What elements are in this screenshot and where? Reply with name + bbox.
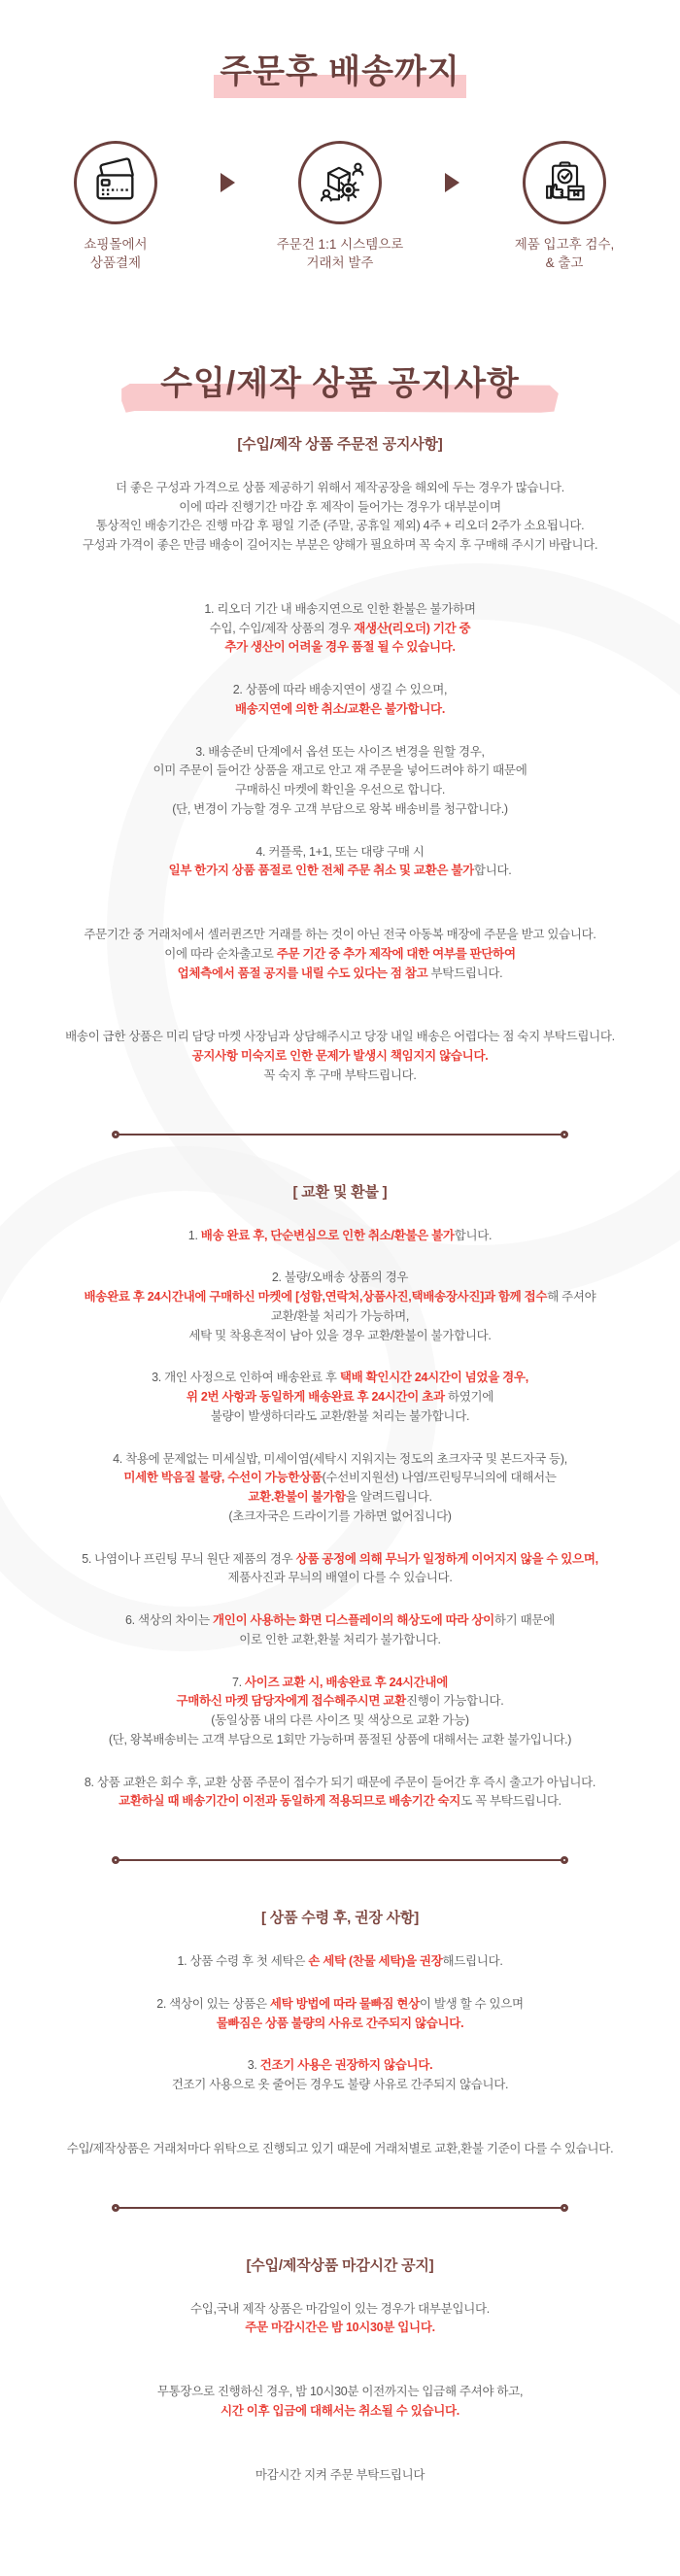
notice-line — [19, 2319, 661, 2338]
notice-text-segment: 꼭 숙지 후 구매 부탁드립니다. — [263, 1068, 417, 1082]
notice-text-segment: 불량이 발생하더라도 교환/환불 처리는 불가합니다. — [210, 1408, 470, 1423]
notice-line — [19, 681, 661, 700]
process-title: 주문후 배송까지 — [220, 53, 460, 90]
notice-text-segment: 건조기 사용으로 옷 줄어든 경우도 불량 사유로 간주되지 않습니다. — [171, 2078, 509, 2092]
notice-line — [19, 2076, 661, 2095]
step-order-system — [253, 141, 427, 273]
divider-ring-right — [561, 2204, 568, 2212]
notice-text-segment: (초크자국은 드라이기를 가하면 없어집니다) — [228, 1508, 452, 1523]
notice-sections — [0, 433, 680, 2486]
notice-line — [19, 781, 661, 800]
notice-title: 수입/제작 상품 공지사항 — [160, 364, 520, 402]
notice-text-segment: 배송지연에 의한 취소/교환은 불가합니다. — [234, 701, 446, 716]
notice-line — [19, 945, 661, 965]
notice-text-segment: 배송 완료 후, 단순변심으로 인한 취소/환불은 불가 — [200, 1228, 455, 1242]
notice-block — [19, 1674, 661, 1750]
notice-text-segment: 수입, 수입/제작 상품의 경우 — [209, 621, 355, 635]
notice-line — [19, 620, 661, 639]
notice-text-segment: 부탁드립니다. — [427, 966, 503, 980]
notice-text-segment: 추가 생산이 어려울 경우 품절 될 수 있습니다. — [224, 640, 456, 655]
notice-line — [19, 1508, 661, 1527]
notice-text-segment: 세탁 및 착용흔적이 남아 있을 경우 교환/환불이 불가합니다. — [188, 1328, 492, 1342]
notice-text-segment: 배송완료 후 24시간내에 구매하신 마켓에 [성함,연락처,상품사진,택배송장사진]과 함께 접수 — [84, 1290, 548, 1305]
notice-line — [19, 2140, 661, 2159]
notice-text-segment: 주문 기간 중 추가 제작에 대한 여부를 판단하여 — [276, 946, 516, 961]
step-label — [477, 236, 652, 273]
notice-text-segment: 마감시간 지켜 주문 부탁드립니다 — [255, 2467, 425, 2482]
notice-line — [19, 1550, 661, 1570]
notice-text-segment: 이미 주문이 들어간 상품을 재고로 안고 재 주문을 넣어드려야 하기 때문에 — [153, 763, 527, 778]
notice-text-segment: 을 알려드립니다. — [345, 1490, 432, 1505]
notice-line — [19, 743, 661, 763]
notice-text-segment: 하기 때문에 — [493, 1613, 555, 1628]
notice-text-segment: 교환/환불 처리가 가능하며, — [270, 1308, 410, 1323]
notice-text-segment: 구성과 가격이 좋은 만큼 배송이 길어지는 부분은 양해가 필요하며 꼭 숙지 후 구매해 주시기 바랍니다. — [82, 538, 598, 553]
notice-text-segment: 1. 상품 수령 후 첫 세탁은 — [177, 1954, 309, 1969]
notice-line — [19, 926, 661, 945]
step-label-line1: 제품 입고후 검수, — [514, 237, 615, 252]
notice-block — [19, 2383, 661, 2422]
notice-block — [19, 1952, 661, 1972]
notice-text-segment: 3. — [247, 2058, 260, 2073]
notice-line — [19, 800, 661, 820]
section-header: [수입/제작상품 마감시간 공지] — [246, 2256, 434, 2274]
notice-line — [19, 2015, 661, 2034]
notice-text-segment: 2. 상품에 따라 배송지연이 생길 수 있으며, — [232, 683, 448, 697]
notice-text-segment: 건조기 사용은 권장하지 않습니다. — [259, 2058, 433, 2073]
notice-line — [19, 1731, 661, 1750]
notice-text-segment: 하였기에 — [444, 1390, 494, 1405]
notice-line — [19, 600, 661, 620]
notice-line — [19, 498, 661, 518]
step-inspection-shipment — [477, 141, 652, 273]
notice-line — [19, 536, 661, 556]
notice-line — [19, 1067, 661, 1086]
notice-line — [19, 2466, 661, 2486]
notice-block — [19, 2300, 661, 2339]
notice-text-segment: (수선비지원선) 나염/프린팅무늬의에 대해서는 — [322, 1471, 557, 1485]
step-label-line2: 상품결제 — [89, 254, 142, 270]
notice-text-segment: 이에 따라 순차출고로 — [164, 946, 277, 961]
notice-line — [19, 1227, 661, 1246]
inspection-shipment-icon — [539, 157, 590, 208]
notice-line — [19, 1288, 661, 1307]
notice-line — [19, 965, 661, 984]
notice-block — [19, 1028, 661, 1085]
notice-line — [19, 2300, 661, 2320]
notice-line — [19, 1047, 661, 1067]
notice-text-segment: 공지사항 미숙지로 인한 문제가 발생시 책임지지 않습니다. — [191, 1049, 489, 1064]
notice-block — [19, 2140, 661, 2159]
notice-text-segment: 수입,국내 제작 상품은 마감일이 있는 경우가 대부분입니다. — [190, 2301, 490, 2316]
notice-block — [19, 926, 661, 983]
step-label-line1: 주문건 1:1 시스템으로 — [276, 237, 404, 252]
notice-line — [19, 1369, 661, 1388]
notice-text-segment: 합니다. — [473, 864, 512, 878]
step-label — [28, 236, 203, 273]
notice-text-segment: 통상적인 배송기간은 진행 마감 후 평일 기준 (주말, 공휴일 제외) 4주 + 리오더 2주가 소요됩니다. — [95, 519, 585, 533]
section-header: [ 교환 및 환불 ] — [292, 1183, 388, 1201]
notice-text-segment: 해드립니다. — [442, 1954, 503, 1969]
process-title-wrap — [0, 45, 680, 92]
notice-block — [19, 1550, 661, 1589]
notice-text-segment: 위 2번 사항과 동일하게 배송완료 후 24시간이 초과 — [186, 1390, 445, 1405]
section-divider — [112, 1856, 568, 1864]
notice-line — [19, 1774, 661, 1793]
notice-block — [19, 1269, 661, 1345]
notice-line — [19, 1307, 661, 1327]
notice-line — [19, 638, 661, 658]
notice-text-segment: 해 주셔야 — [547, 1290, 596, 1305]
notice-block — [19, 1611, 661, 1650]
notice-block — [19, 479, 661, 556]
notice-text-segment: 3. 개인 사정으로 인하여 배송완료 후 — [152, 1371, 340, 1385]
notice-block — [19, 843, 661, 882]
step-circle — [523, 141, 606, 224]
notice-text-segment: 구매하신 마켓에 확인을 우선으로 합니다. — [234, 783, 446, 797]
divider-line — [119, 1859, 561, 1861]
notice-line — [19, 1792, 661, 1812]
notice-text-segment: 무통장으로 진행하신 경우, 밤 10시30분 이전까지는 입금해 주셔야 하고, — [156, 2385, 524, 2399]
notice-line — [19, 1028, 661, 1047]
notice-block — [19, 1450, 661, 1527]
notice-block — [19, 1774, 661, 1813]
notice-line — [19, 1269, 661, 1288]
notice-text-segment: 주문기간 중 거래처에서 셀러퀸즈만 거래를 하는 것이 아닌 전국 아동복 매장에 주문을 받고 있습니다. — [84, 928, 596, 942]
notice-text-segment: 더 좋은 구성과 가격으로 상품 제공하기 위해서 제작공장을 해외에 두는 경우가 많습니다. — [116, 480, 564, 494]
notice-line — [19, 2383, 661, 2402]
notice-text-segment: 교환.환불이 불가함 — [248, 1490, 346, 1505]
notice-text-segment: 이에 따라 진행기간 마감 후 제작이 들어가는 경우가 대부분이며 — [179, 499, 501, 514]
notice-text-segment: 미세한 박음질 불량, 수선이 가능한상품 — [123, 1471, 323, 1485]
notice-text-segment: 3. 배송준비 단계에서 옵션 또는 사이즈 변경을 원할 경우, — [195, 744, 485, 759]
notice-line — [19, 762, 661, 781]
notice-line — [19, 1388, 661, 1407]
notice-line — [19, 1488, 661, 1508]
section-divider — [112, 1131, 568, 1138]
notice-text-segment: 이로 인한 교환,환불 처리가 불가합니다. — [239, 1632, 441, 1646]
notice-text-segment: 6. 색상의 차이는 — [125, 1613, 214, 1628]
notice-text-segment: 8. 상품 교환은 회수 후, 교환 상품 주문이 접수가 되기 때문에 주문이 들어간 후 즉시 출고가 아닙니다. — [84, 1775, 596, 1789]
step-circle — [298, 141, 382, 224]
divider-line — [119, 2207, 561, 2209]
notice-line — [19, 479, 661, 498]
notice-text-segment: 구매하신 마켓 담당자에게 접수해주시면 교환 — [176, 1694, 406, 1709]
notice-line — [19, 2402, 661, 2422]
notice-block — [19, 2466, 661, 2486]
notice-text-segment: 4. 커플룩, 1+1, 또는 대량 구매 시 — [255, 844, 425, 859]
notice-text-segment: 물빠짐은 상품 불량의 사유로 간주되지 않습니다. — [216, 2016, 464, 2030]
notice-text-segment: 1. 리오더 기간 내 배송지연으로 인한 환불은 불가하며 — [204, 601, 476, 616]
notice-text-segment: 2. 불량/오배송 상품의 경우 — [271, 1271, 409, 1285]
notice-line — [19, 1611, 661, 1631]
notice-text-segment: 재생산(리오더) 기간 중 — [354, 621, 471, 635]
notice-text-segment: 이 발생 할 수 있으며 — [419, 1996, 524, 2011]
divider-line — [119, 1134, 561, 1135]
notice-title-wrap — [0, 356, 680, 404]
notice-line — [19, 1952, 661, 1972]
step-label-line1: 쇼핑몰에서 — [84, 237, 148, 252]
notice-line — [19, 1327, 661, 1346]
notice-text-segment: 1. — [187, 1228, 201, 1242]
notice-text-segment: 일부 한가지 상품 품절로 인한 전체 주문 취소 및 교환은 불가 — [168, 864, 474, 878]
notice-text-segment: 2. 색상이 있는 상품은 — [156, 1996, 270, 2011]
section-divider — [112, 2204, 568, 2212]
step-payment — [28, 141, 203, 273]
step-label-line2: 거래처 발주 — [306, 254, 374, 270]
arrow-right-icon — [445, 173, 459, 192]
notice-line — [19, 1569, 661, 1588]
notice-text-segment: (단, 왕복배송비는 고객 부담으로 1회만 가능하며 품절된 상품에 대해서는 교환 불가입니다.) — [108, 1732, 572, 1746]
step-label — [253, 236, 427, 273]
notice-block — [19, 1995, 661, 2034]
notice-text-segment: 진행이 가능합니다. — [405, 1694, 504, 1709]
notice-line — [19, 1450, 661, 1470]
notice-line — [19, 1674, 661, 1693]
notice-line — [19, 517, 661, 536]
step-circle — [74, 141, 157, 224]
notice-text-segment: (단, 변경이 가능할 경우 고객 부담으로 왕복 배송비를 청구합니다.) — [172, 801, 508, 816]
section-header: [ 상품 수령 후, 권장 사항] — [260, 1910, 419, 1927]
notice-text-segment: 합니다. — [454, 1228, 493, 1242]
divider-ring-right — [561, 1856, 568, 1864]
notice-block — [19, 1369, 661, 1426]
notice-text-segment: 상품 공정에 의해 무늬가 일정하게 이어지지 않을 수 있으며, — [295, 1551, 598, 1566]
notice-text-segment: 도 꼭 부탁드립니다. — [460, 1794, 561, 1809]
notice-text-segment: 업체측에서 품절 공지를 내릴 수도 있다는 점 참고 — [177, 966, 428, 980]
notice-text-segment: 5. 나염이나 프린팅 무늬 원단 제품의 경우 — [82, 1551, 296, 1566]
divider-ring-right — [561, 1131, 568, 1138]
notice-line — [19, 1469, 661, 1488]
section-header: [수입/제작 상품 주문전 공지사항] — [237, 435, 443, 453]
notice-text-segment: 수입/제작상품은 거래처마다 위탁으로 진행되고 있기 때문에 거래처별로 교환,환불 기준이 다를 수 있습니다. — [66, 2141, 614, 2155]
notice-block — [19, 1227, 661, 1246]
notice-line — [19, 843, 661, 863]
notice-line — [19, 1712, 661, 1731]
order-system-icon — [315, 157, 365, 208]
notice-line — [19, 700, 661, 720]
notice-line — [19, 862, 661, 881]
notice-line — [19, 1995, 661, 2015]
notice-block — [19, 681, 661, 720]
arrow-right-icon — [221, 173, 235, 192]
notice-text-segment: 교환하실 때 배송기간이 이전과 동일하게 적용되므로 배송기간 숙지 — [119, 1794, 461, 1809]
step-label-line2: & 출고 — [545, 254, 584, 270]
notice-line — [19, 2056, 661, 2076]
notice-text-segment: 배송이 급한 상품은 미리 담당 마켓 사장님과 상담해주시고 당장 내일 배송은 어렵다는 점 숙지 부탁드립니다. — [65, 1030, 615, 1044]
notice-text-segment: 세탁 방법에 따라 물빠짐 현상 — [269, 1996, 420, 2011]
notice-text-segment: 손 세탁 (찬물 세탁)을 권장 — [308, 1954, 443, 1969]
notice-text-segment: (동일상품 내의 다른 사이즈 및 색상으로 교환 가능) — [211, 1713, 469, 1728]
notice-text-segment: 7. — [232, 1675, 246, 1689]
notice-text-segment: 4. 착용에 문제없는 미세실밥, 미세이염(세탁시 지워지는 정도의 초크자국 및 본드자국 등), — [113, 1451, 567, 1466]
notice-block — [19, 743, 661, 820]
credit-card-icon — [90, 157, 141, 208]
notice-text-segment: 택배 확인시간 24시간이 넘었을 경우, — [339, 1371, 528, 1385]
notice-text-segment: 시간 이후 입금에 대해서는 취소될 수 있습니다. — [221, 2403, 459, 2418]
notice-text-segment: 사이즈 교환 시, 배송완료 후 24시간내에 — [245, 1675, 448, 1689]
bottom-spacer — [0, 2508, 680, 2576]
notice-text-segment: 개인이 사용하는 화면 디스플레이의 해상도에 따라 상이 — [213, 1613, 494, 1628]
notice-text-segment: 제품사진과 무늬의 배열이 다를 수 있습니다. — [227, 1571, 453, 1585]
notice-line — [19, 1631, 661, 1650]
notice-block — [19, 2056, 661, 2095]
notice-block — [19, 600, 661, 658]
notice-text-segment: 주문 마감시간은 밤 10시30분 입니다. — [245, 2321, 435, 2335]
notice-line — [19, 1407, 661, 1427]
notice-line — [19, 1692, 661, 1712]
order-process-steps — [0, 141, 680, 273]
